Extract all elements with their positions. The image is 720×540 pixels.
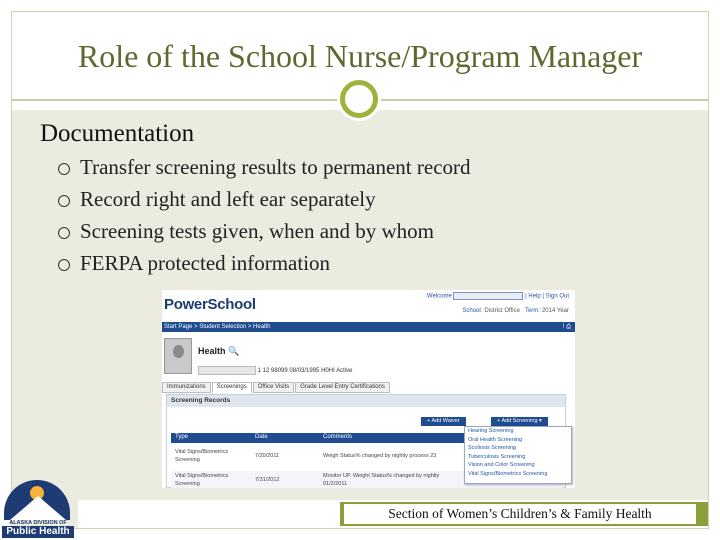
breadcrumb: Start Page > Student Selection > Health ! ⎙ xyxy=(162,322,575,332)
page-title: Health 🔍 xyxy=(198,346,240,356)
student-info: 1 12 98099 08/03/1995 H0HI Active xyxy=(198,366,352,375)
user-bar: Welcome | Help | Sign Out xyxy=(426,293,569,300)
tab-grade-level-entry[interactable]: Grade Level Entry Certifications xyxy=(295,382,390,393)
tab-immunizations[interactable]: Immunizations xyxy=(162,382,211,393)
sign-out-link[interactable]: Sign Out xyxy=(545,293,569,300)
list-item: Screening tests given, when and by whom xyxy=(58,219,471,251)
list-item: Transfer screening results to permanent record xyxy=(58,155,471,187)
menu-item[interactable]: Vision and Color Screening xyxy=(468,462,535,468)
bullet-circle-icon xyxy=(58,259,70,271)
table-row[interactable]: Vital Signs/Biometrics Screening 7/31/2012 Monitor UP. Weight Status% changed by nightly 01/2/2011 xyxy=(171,471,563,488)
footer-text: Section of Women’s Children’s & Family Health xyxy=(344,504,696,524)
search-icon[interactable]: 🔍 xyxy=(228,346,240,356)
table-header: Type Date Comments xyxy=(171,433,563,443)
panel-title: Screening Records xyxy=(167,395,565,407)
add-screening-menu xyxy=(464,426,572,484)
public-health-logo xyxy=(2,480,72,538)
powerschool-logo: PowerSchool xyxy=(164,296,256,313)
bullet-list xyxy=(58,155,471,283)
logo-top-text: ALASKA DIVISION OF xyxy=(9,520,67,526)
menu-item[interactable]: Tuberculosis Screening xyxy=(468,453,526,460)
add-waiver-button[interactable]: + Add Waiver xyxy=(421,417,466,426)
section-heading: Documentation xyxy=(40,120,195,147)
title-rule-left xyxy=(12,99,342,101)
add-screening-button[interactable]: + Add Screening ▾ xyxy=(491,417,548,426)
redacted-student-name xyxy=(198,366,256,375)
menu-item[interactable]: Vital Signs/Biometrics Screening xyxy=(468,470,548,477)
powerschool-screenshot xyxy=(162,290,575,488)
logo-emblem xyxy=(4,480,70,520)
logo-bottom-text: Public Health xyxy=(2,526,74,538)
slide-title: Role of the School Nurse/Program Manager xyxy=(77,38,643,74)
menu-item[interactable]: Hearing Screening xyxy=(468,428,514,434)
student-photo xyxy=(164,338,192,374)
bullet-circle-icon xyxy=(58,227,70,239)
help-link[interactable]: Help xyxy=(528,293,541,300)
tab-office-visits[interactable]: Office Visits xyxy=(253,382,294,393)
mountain-icon xyxy=(10,496,66,520)
print-icon[interactable]: ! ⎙ xyxy=(562,324,571,330)
bullet-circle-icon xyxy=(58,163,70,175)
school-term-bar: School: District Office Term: 2014 Year xyxy=(462,308,569,314)
title-rule-right xyxy=(378,99,708,101)
bullet-circle-icon xyxy=(58,195,70,207)
table-row[interactable]: Vital Signs/Biometrics Screening 7/20/2011 Weigh Status% changed by nightly process 23 xyxy=(175,449,437,463)
tab-screenings[interactable]: Screenings xyxy=(212,382,252,393)
redacted-username xyxy=(453,292,523,300)
menu-item[interactable]: Scoliosis Screening xyxy=(468,445,516,451)
menu-item[interactable]: Oral Health Screening xyxy=(468,436,523,443)
list-item: FERPA protected information xyxy=(58,251,471,283)
list-item: Record right and left ear separately xyxy=(58,187,471,219)
ring-ornament xyxy=(340,80,378,118)
tab-bar xyxy=(162,382,391,393)
